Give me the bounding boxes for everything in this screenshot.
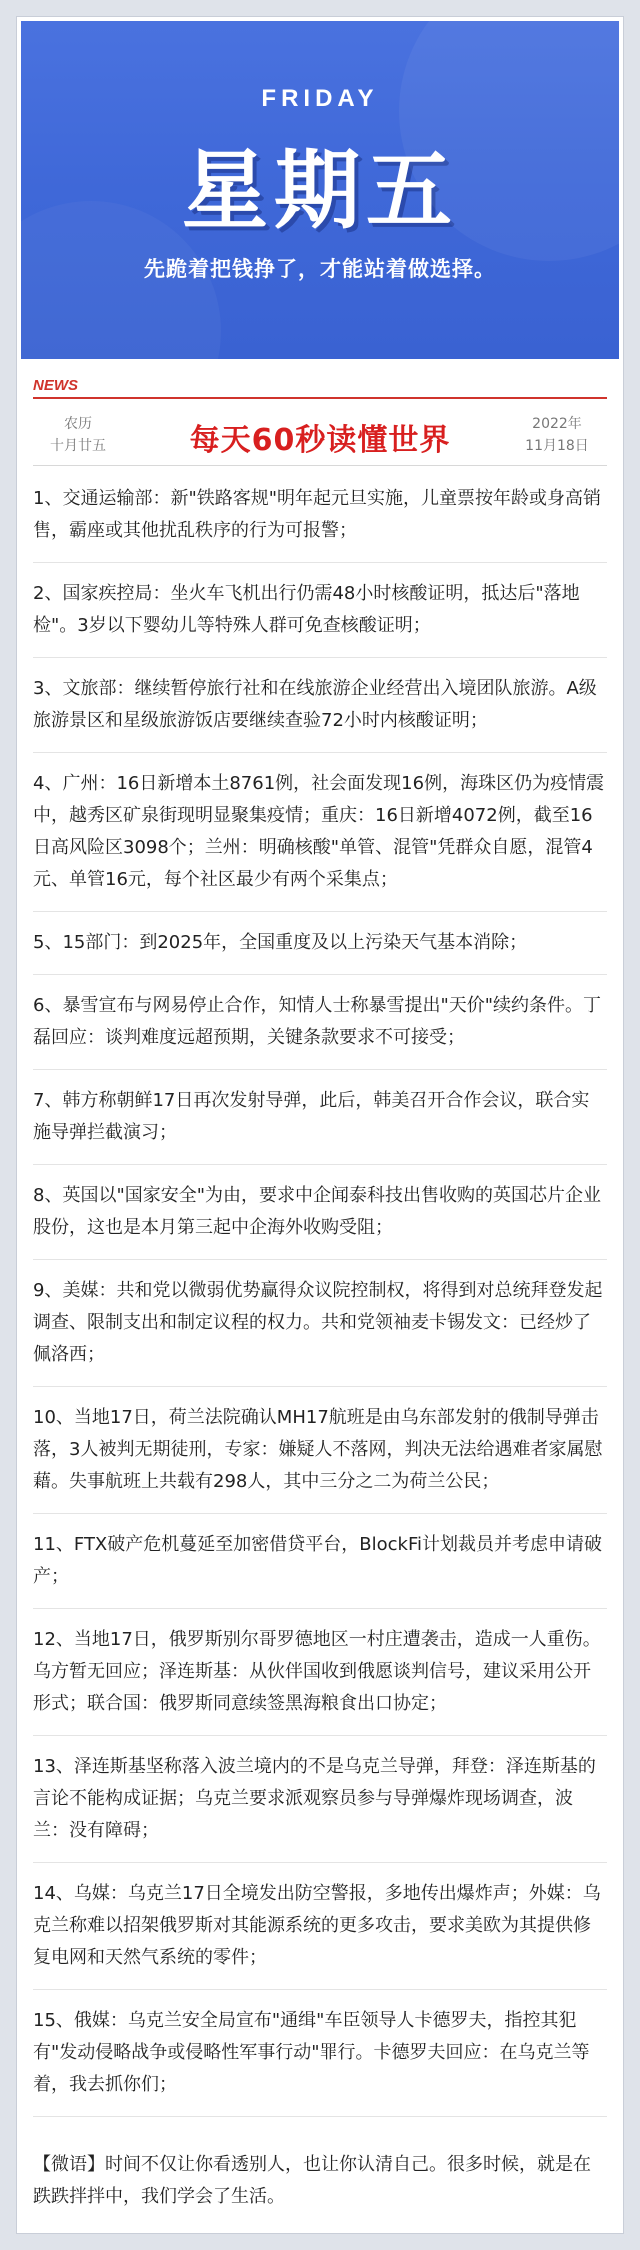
news-item: 9、美媒：共和党以微弱优势赢得众议院控制权，将得到对总统拜登发起调查、限制支出和制定议程的权力。共和党领袖麦卡锡发文：已经炒了佩洛西； — [33, 1275, 607, 1387]
news-item: 7、韩方称朝鲜17日再次发射导弹，此后，韩美召开合作会议，联合实施导弹拦截演习； — [33, 1085, 607, 1165]
daily-quote: 【微语】时间不仅让你看透别人，也让你认清自己。很多时候，就是在跌跌拌拌中，我们学会了生活。 — [33, 2154, 591, 2207]
news-list — [33, 483, 607, 2132]
banner-slogan: 先跪着把钱挣了，才能站着做选择。 — [144, 257, 496, 281]
banner — [21, 21, 619, 359]
lunar-date: 十月廿五 — [50, 438, 106, 454]
lunar-date-block — [33, 413, 123, 457]
news-item: 5、15部门：到2025年，全国重度及以上污染天气基本消除； — [33, 927, 607, 975]
news-item: 12、当地17日，俄罗斯别尔哥罗德地区一村庄遭袭击，造成一人重伤。乌方暂无回应；泽连斯基：从伙伴国收到俄愿谈判信号，建议采用公开形式；联合国：俄罗斯同意续签黑海粮食出口协定； — [33, 1624, 607, 1736]
news-item: 11、FTX破产危机蔓延至加密借贷平台，BlockFi计划裁员并考虑申请破产； — [33, 1529, 607, 1609]
banner-zh-day: 星期五 — [182, 141, 458, 241]
gregorian-date-block — [507, 413, 607, 457]
article-page — [16, 16, 624, 2234]
news-item: 13、泽连斯基坚称落入波兰境内的不是乌克兰导弹，拜登：泽连斯基的言论不能构成证据；乌克兰要求派观察员参与导弹爆炸现场调查，波兰：没有障碍； — [33, 1751, 607, 1863]
banner-en-day: FRIDAY — [261, 85, 379, 112]
news-tag: NEWS — [33, 377, 78, 394]
news-item: 3、文旅部：继续暂停旅行社和在线旅游企业经营出入境团队旅游。A级旅游景区和星级旅游饭店要继续查验72小时内核酸证明； — [33, 673, 607, 753]
news-item: 10、当地17日，荷兰法院确认MH17航班是由乌东部发射的俄制导弹击落，3人被判无期徒刑，专家：嫌疑人不落网，判决无法给遇难者家属慰藉。失事航班上共载有298人，其中三分之二为荷兰公民； — [33, 1402, 607, 1514]
date-year: 2022年 — [532, 416, 582, 432]
page-title: 每天60秒读懂世界 — [189, 423, 451, 458]
news-divider — [33, 397, 607, 399]
news-item: 15、俄媒：乌克兰安全局宣布"通缉"车臣领导人卡德罗夫，指控其犯有"发动侵略战争或侵略性军事行动"罪行。卡德罗夫回应：在乌克兰等着，我去抓你们； — [33, 2005, 607, 2117]
date-month-day: 11月18日 — [525, 438, 589, 454]
news-item: 8、英国以"国家安全"为由，要求中企闻泰科技出售收购的英国芯片企业股份，这也是本月第三起中企海外收购受阻； — [33, 1180, 607, 1260]
lunar-label: 农历 — [64, 416, 92, 432]
header-divider — [33, 465, 607, 466]
news-item: 6、暴雪宣布与网易停止合作，知情人士称暴雪提出"天价"续约条件。丁磊回应：谈判难度远超预期，关键条款要求不可接受； — [33, 990, 607, 1070]
news-item: 4、广州：16日新增本土8761例，社会面发现16例，海珠区仍为疫情震中，越秀区矿泉街现明显聚集疫情；重庆：16日新增4072例，截至16日高风险区3098个；兰州：明确核酸"单管、混管"凭群众自愿，混管4元、单管16元，每个社区最少有两个采集点； — [33, 768, 607, 912]
news-item: 14、乌媒：乌克兰17日全境发出防空警报，多地传出爆炸声；外媒：乌克兰称难以招架俄罗斯对其能源系统的更多攻击，要求美欧为其提供修复电网和天然气系统的零件； — [33, 1878, 607, 1990]
news-item: 2、国家疾控局：坐火车飞机出行仍需48小时核酸证明，抵达后"落地检"。3岁以下婴幼儿等特殊人群可免查核酸证明； — [33, 578, 607, 658]
news-item: 1、交通运输部：新"铁路客规"明年起元旦实施，儿童票按年龄或身高销售，霸座或其他扰乱秩序的行为可报警； — [33, 483, 607, 563]
